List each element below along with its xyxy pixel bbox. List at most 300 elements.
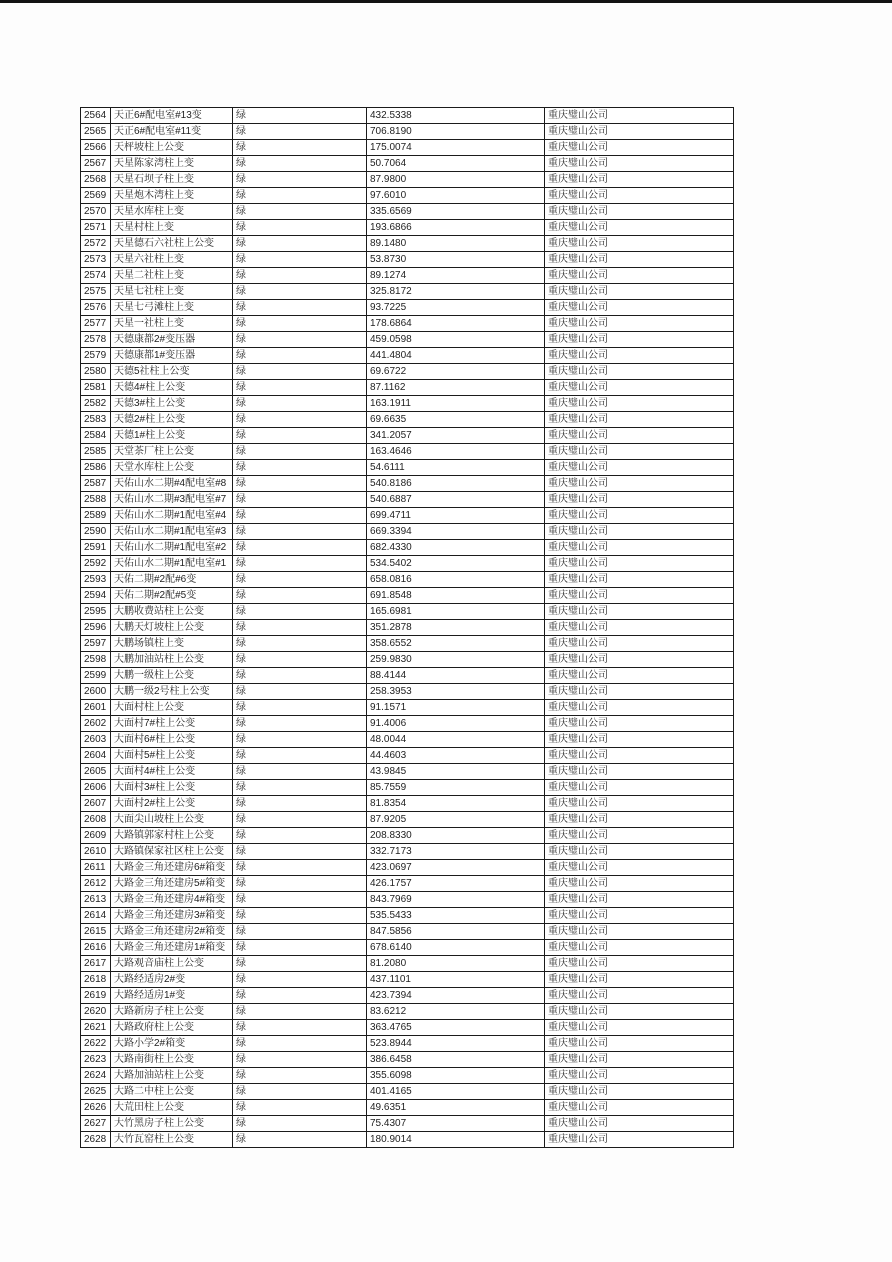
row-number-cell: 2618 bbox=[81, 972, 111, 988]
status-cell: 绿 bbox=[233, 700, 367, 716]
status-cell: 绿 bbox=[233, 572, 367, 588]
company-cell: 重庆璧山公司 bbox=[545, 396, 734, 412]
value-cell: 426.1757 bbox=[367, 876, 545, 892]
value-cell: 332.7173 bbox=[367, 844, 545, 860]
row-number-cell: 2613 bbox=[81, 892, 111, 908]
company-cell: 重庆璧山公司 bbox=[545, 348, 734, 364]
row-number-cell: 2586 bbox=[81, 460, 111, 476]
row-number-cell: 2619 bbox=[81, 988, 111, 1004]
value-cell: 423.7394 bbox=[367, 988, 545, 1004]
row-number-cell: 2614 bbox=[81, 908, 111, 924]
name-cell: 大竹黑房子柱上公变 bbox=[111, 1116, 233, 1132]
row-number-cell: 2615 bbox=[81, 924, 111, 940]
company-cell: 重庆璧山公司 bbox=[545, 716, 734, 732]
table-row bbox=[81, 348, 734, 364]
value-cell: 43.9845 bbox=[367, 764, 545, 780]
row-number-cell: 2605 bbox=[81, 764, 111, 780]
row-number-cell: 2602 bbox=[81, 716, 111, 732]
value-cell: 441.4804 bbox=[367, 348, 545, 364]
row-number-cell: 2592 bbox=[81, 556, 111, 572]
table-row bbox=[81, 652, 734, 668]
value-cell: 91.4006 bbox=[367, 716, 545, 732]
status-cell: 绿 bbox=[233, 860, 367, 876]
value-cell: 178.6864 bbox=[367, 316, 545, 332]
table-row bbox=[81, 764, 734, 780]
name-cell: 天星石坝子柱上变 bbox=[111, 172, 233, 188]
table-row bbox=[81, 508, 734, 524]
company-cell: 重庆璧山公司 bbox=[545, 1084, 734, 1100]
status-cell: 绿 bbox=[233, 556, 367, 572]
value-cell: 163.1911 bbox=[367, 396, 545, 412]
name-cell: 天佑山水二期#1配电室#1 bbox=[111, 556, 233, 572]
table-row bbox=[81, 284, 734, 300]
table-row bbox=[81, 1036, 734, 1052]
value-cell: 535.5433 bbox=[367, 908, 545, 924]
name-cell: 天枰坡柱上公变 bbox=[111, 140, 233, 156]
company-cell: 重庆璧山公司 bbox=[545, 204, 734, 220]
table-row bbox=[81, 1084, 734, 1100]
name-cell: 大路新房子柱上公变 bbox=[111, 1004, 233, 1020]
table-row bbox=[81, 140, 734, 156]
value-cell: 163.4646 bbox=[367, 444, 545, 460]
company-cell: 重庆璧山公司 bbox=[545, 780, 734, 796]
value-cell: 459.0598 bbox=[367, 332, 545, 348]
name-cell: 大路金三角还建房5#箱变 bbox=[111, 876, 233, 892]
company-cell: 重庆璧山公司 bbox=[545, 940, 734, 956]
status-cell: 绿 bbox=[233, 476, 367, 492]
company-cell: 重庆璧山公司 bbox=[545, 684, 734, 700]
value-cell: 437.1101 bbox=[367, 972, 545, 988]
status-cell: 绿 bbox=[233, 668, 367, 684]
name-cell: 大面村2#柱上公变 bbox=[111, 796, 233, 812]
name-cell: 天德康都1#变压器 bbox=[111, 348, 233, 364]
status-cell: 绿 bbox=[233, 460, 367, 476]
company-cell: 重庆璧山公司 bbox=[545, 380, 734, 396]
name-cell: 大面村6#柱上公变 bbox=[111, 732, 233, 748]
name-cell: 天佑山水二期#1配电室#4 bbox=[111, 508, 233, 524]
value-cell: 97.6010 bbox=[367, 188, 545, 204]
company-cell: 重庆璧山公司 bbox=[545, 908, 734, 924]
status-cell: 绿 bbox=[233, 108, 367, 124]
name-cell: 大面村5#柱上公变 bbox=[111, 748, 233, 764]
row-number-cell: 2582 bbox=[81, 396, 111, 412]
table-body bbox=[81, 108, 734, 1148]
status-cell: 绿 bbox=[233, 1084, 367, 1100]
name-cell: 天星六社柱上变 bbox=[111, 252, 233, 268]
company-cell: 重庆璧山公司 bbox=[545, 300, 734, 316]
status-cell: 绿 bbox=[233, 604, 367, 620]
status-cell: 绿 bbox=[233, 444, 367, 460]
status-cell: 绿 bbox=[233, 828, 367, 844]
name-cell: 大路观音庙柱上公变 bbox=[111, 956, 233, 972]
status-cell: 绿 bbox=[233, 540, 367, 556]
row-number-cell: 2620 bbox=[81, 1004, 111, 1020]
name-cell: 天星村柱上变 bbox=[111, 220, 233, 236]
value-cell: 93.7225 bbox=[367, 300, 545, 316]
value-cell: 401.4165 bbox=[367, 1084, 545, 1100]
value-cell: 87.1162 bbox=[367, 380, 545, 396]
company-cell: 重庆璧山公司 bbox=[545, 220, 734, 236]
value-cell: 658.0816 bbox=[367, 572, 545, 588]
status-cell: 绿 bbox=[233, 1116, 367, 1132]
status-cell: 绿 bbox=[233, 876, 367, 892]
name-cell: 天德1#柱上公变 bbox=[111, 428, 233, 444]
table-row bbox=[81, 1132, 734, 1148]
company-cell: 重庆璧山公司 bbox=[545, 284, 734, 300]
value-cell: 193.6866 bbox=[367, 220, 545, 236]
row-number-cell: 2593 bbox=[81, 572, 111, 588]
name-cell: 天堂水库柱上公变 bbox=[111, 460, 233, 476]
status-cell: 绿 bbox=[233, 972, 367, 988]
company-cell: 重庆璧山公司 bbox=[545, 268, 734, 284]
row-number-cell: 2599 bbox=[81, 668, 111, 684]
status-cell: 绿 bbox=[233, 684, 367, 700]
status-cell: 绿 bbox=[233, 636, 367, 652]
row-number-cell: 2581 bbox=[81, 380, 111, 396]
name-cell: 天星七社柱上变 bbox=[111, 284, 233, 300]
value-cell: 341.2057 bbox=[367, 428, 545, 444]
status-cell: 绿 bbox=[233, 348, 367, 364]
row-number-cell: 2568 bbox=[81, 172, 111, 188]
company-cell: 重庆璧山公司 bbox=[545, 1100, 734, 1116]
value-cell: 355.6098 bbox=[367, 1068, 545, 1084]
company-cell: 重庆璧山公司 bbox=[545, 524, 734, 540]
name-cell: 大路金三角还建房4#箱变 bbox=[111, 892, 233, 908]
table-row bbox=[81, 412, 734, 428]
row-number-cell: 2594 bbox=[81, 588, 111, 604]
status-cell: 绿 bbox=[233, 364, 367, 380]
status-cell: 绿 bbox=[233, 412, 367, 428]
name-cell: 大面村柱上公变 bbox=[111, 700, 233, 716]
company-cell: 重庆璧山公司 bbox=[545, 556, 734, 572]
name-cell: 天德2#柱上公变 bbox=[111, 412, 233, 428]
status-cell: 绿 bbox=[233, 716, 367, 732]
value-cell: 54.6111 bbox=[367, 460, 545, 476]
value-cell: 53.8730 bbox=[367, 252, 545, 268]
name-cell: 大面村4#柱上公变 bbox=[111, 764, 233, 780]
table-row bbox=[81, 828, 734, 844]
company-cell: 重庆璧山公司 bbox=[545, 364, 734, 380]
name-cell: 大路加油站柱上公变 bbox=[111, 1068, 233, 1084]
value-cell: 85.7559 bbox=[367, 780, 545, 796]
status-cell: 绿 bbox=[233, 156, 367, 172]
company-cell: 重庆璧山公司 bbox=[545, 188, 734, 204]
value-cell: 259.9830 bbox=[367, 652, 545, 668]
table-row bbox=[81, 620, 734, 636]
value-cell: 50.7064 bbox=[367, 156, 545, 172]
table-row bbox=[81, 124, 734, 140]
table-row bbox=[81, 716, 734, 732]
company-cell: 重庆璧山公司 bbox=[545, 748, 734, 764]
company-cell: 重庆璧山公司 bbox=[545, 796, 734, 812]
row-number-cell: 2611 bbox=[81, 860, 111, 876]
row-number-cell: 2572 bbox=[81, 236, 111, 252]
table-row bbox=[81, 780, 734, 796]
status-cell: 绿 bbox=[233, 236, 367, 252]
table-row bbox=[81, 1068, 734, 1084]
status-cell: 绿 bbox=[233, 1020, 367, 1036]
status-cell: 绿 bbox=[233, 508, 367, 524]
status-cell: 绿 bbox=[233, 956, 367, 972]
status-cell: 绿 bbox=[233, 492, 367, 508]
table-row bbox=[81, 668, 734, 684]
company-cell: 重庆璧山公司 bbox=[545, 956, 734, 972]
name-cell: 天星陈家湾柱上变 bbox=[111, 156, 233, 172]
table-row bbox=[81, 748, 734, 764]
row-number-cell: 2616 bbox=[81, 940, 111, 956]
table-row bbox=[81, 1020, 734, 1036]
row-number-cell: 2569 bbox=[81, 188, 111, 204]
name-cell: 天星水库柱上变 bbox=[111, 204, 233, 220]
value-cell: 540.8186 bbox=[367, 476, 545, 492]
value-cell: 69.6635 bbox=[367, 412, 545, 428]
company-cell: 重庆璧山公司 bbox=[545, 1004, 734, 1020]
name-cell: 大面村3#柱上公变 bbox=[111, 780, 233, 796]
table-row bbox=[81, 908, 734, 924]
table-row bbox=[81, 1100, 734, 1116]
name-cell: 天星二社柱上变 bbox=[111, 268, 233, 284]
row-number-cell: 2579 bbox=[81, 348, 111, 364]
table-row bbox=[81, 108, 734, 124]
name-cell: 大鹏天灯坡柱上公变 bbox=[111, 620, 233, 636]
company-cell: 重庆璧山公司 bbox=[545, 828, 734, 844]
value-cell: 87.9205 bbox=[367, 812, 545, 828]
status-cell: 绿 bbox=[233, 188, 367, 204]
value-cell: 325.8172 bbox=[367, 284, 545, 300]
name-cell: 天德3#柱上公变 bbox=[111, 396, 233, 412]
value-cell: 423.0697 bbox=[367, 860, 545, 876]
row-number-cell: 2585 bbox=[81, 444, 111, 460]
row-number-cell: 2573 bbox=[81, 252, 111, 268]
value-cell: 81.2080 bbox=[367, 956, 545, 972]
value-cell: 386.6458 bbox=[367, 1052, 545, 1068]
company-cell: 重庆璧山公司 bbox=[545, 444, 734, 460]
status-cell: 绿 bbox=[233, 1052, 367, 1068]
company-cell: 重庆璧山公司 bbox=[545, 812, 734, 828]
value-cell: 335.6569 bbox=[367, 204, 545, 220]
company-cell: 重庆璧山公司 bbox=[545, 1068, 734, 1084]
table-row bbox=[81, 380, 734, 396]
company-cell: 重庆璧山公司 bbox=[545, 572, 734, 588]
row-number-cell: 2622 bbox=[81, 1036, 111, 1052]
company-cell: 重庆璧山公司 bbox=[545, 1036, 734, 1052]
status-cell: 绿 bbox=[233, 940, 367, 956]
status-cell: 绿 bbox=[233, 300, 367, 316]
status-cell: 绿 bbox=[233, 812, 367, 828]
status-cell: 绿 bbox=[233, 524, 367, 540]
name-cell: 大面村7#柱上公变 bbox=[111, 716, 233, 732]
transformer-data-table bbox=[80, 107, 734, 1148]
status-cell: 绿 bbox=[233, 1036, 367, 1052]
company-cell: 重庆璧山公司 bbox=[545, 252, 734, 268]
company-cell: 重庆璧山公司 bbox=[545, 460, 734, 476]
table-row bbox=[81, 1052, 734, 1068]
status-cell: 绿 bbox=[233, 620, 367, 636]
name-cell: 天佑山水二期#1配电室#2 bbox=[111, 540, 233, 556]
status-cell: 绿 bbox=[233, 332, 367, 348]
table-row bbox=[81, 940, 734, 956]
row-number-cell: 2603 bbox=[81, 732, 111, 748]
row-number-cell: 2628 bbox=[81, 1132, 111, 1148]
row-number-cell: 2607 bbox=[81, 796, 111, 812]
status-cell: 绿 bbox=[233, 1068, 367, 1084]
value-cell: 75.4307 bbox=[367, 1116, 545, 1132]
status-cell: 绿 bbox=[233, 140, 367, 156]
company-cell: 重庆璧山公司 bbox=[545, 652, 734, 668]
value-cell: 678.6140 bbox=[367, 940, 545, 956]
row-number-cell: 2617 bbox=[81, 956, 111, 972]
value-cell: 44.4603 bbox=[367, 748, 545, 764]
value-cell: 669.3394 bbox=[367, 524, 545, 540]
table-row bbox=[81, 444, 734, 460]
row-number-cell: 2566 bbox=[81, 140, 111, 156]
status-cell: 绿 bbox=[233, 268, 367, 284]
value-cell: 847.5856 bbox=[367, 924, 545, 940]
row-number-cell: 2577 bbox=[81, 316, 111, 332]
row-number-cell: 2580 bbox=[81, 364, 111, 380]
table-row bbox=[81, 316, 734, 332]
table-row bbox=[81, 540, 734, 556]
value-cell: 534.5402 bbox=[367, 556, 545, 572]
name-cell: 大鹏加油站柱上公变 bbox=[111, 652, 233, 668]
status-cell: 绿 bbox=[233, 764, 367, 780]
company-cell: 重庆璧山公司 bbox=[545, 1052, 734, 1068]
company-cell: 重庆璧山公司 bbox=[545, 1116, 734, 1132]
table-row bbox=[81, 988, 734, 1004]
table-row bbox=[81, 844, 734, 860]
status-cell: 绿 bbox=[233, 908, 367, 924]
table-row bbox=[81, 268, 734, 284]
company-cell: 重庆璧山公司 bbox=[545, 476, 734, 492]
row-number-cell: 2567 bbox=[81, 156, 111, 172]
row-number-cell: 2600 bbox=[81, 684, 111, 700]
table-row bbox=[81, 220, 734, 236]
value-cell: 208.8330 bbox=[367, 828, 545, 844]
table-row bbox=[81, 860, 734, 876]
table-row bbox=[81, 1116, 734, 1132]
company-cell: 重庆璧山公司 bbox=[545, 668, 734, 684]
table-row bbox=[81, 156, 734, 172]
company-cell: 重庆璧山公司 bbox=[545, 236, 734, 252]
row-number-cell: 2626 bbox=[81, 1100, 111, 1116]
table-row bbox=[81, 700, 734, 716]
status-cell: 绿 bbox=[233, 892, 367, 908]
name-cell: 天佑二期#2配#6变 bbox=[111, 572, 233, 588]
value-cell: 49.6351 bbox=[367, 1100, 545, 1116]
table-row bbox=[81, 396, 734, 412]
table-row bbox=[81, 876, 734, 892]
status-cell: 绿 bbox=[233, 252, 367, 268]
name-cell: 大路金三角还建房3#箱变 bbox=[111, 908, 233, 924]
page-top-border bbox=[0, 0, 892, 3]
value-cell: 89.1480 bbox=[367, 236, 545, 252]
row-number-cell: 2564 bbox=[81, 108, 111, 124]
status-cell: 绿 bbox=[233, 796, 367, 812]
value-cell: 91.1571 bbox=[367, 700, 545, 716]
status-cell: 绿 bbox=[233, 1132, 367, 1148]
table-row bbox=[81, 636, 734, 652]
value-cell: 363.4765 bbox=[367, 1020, 545, 1036]
table-row bbox=[81, 972, 734, 988]
value-cell: 432.5338 bbox=[367, 108, 545, 124]
name-cell: 大路经适房2#变 bbox=[111, 972, 233, 988]
status-cell: 绿 bbox=[233, 588, 367, 604]
company-cell: 重庆璧山公司 bbox=[545, 588, 734, 604]
status-cell: 绿 bbox=[233, 284, 367, 300]
name-cell: 大路二中柱上公变 bbox=[111, 1084, 233, 1100]
value-cell: 358.6552 bbox=[367, 636, 545, 652]
row-number-cell: 2589 bbox=[81, 508, 111, 524]
table-row bbox=[81, 956, 734, 972]
table-row bbox=[81, 188, 734, 204]
table-row bbox=[81, 556, 734, 572]
status-cell: 绿 bbox=[233, 380, 367, 396]
table-row bbox=[81, 812, 734, 828]
table-row bbox=[81, 204, 734, 220]
table-row bbox=[81, 524, 734, 540]
name-cell: 天佑山水二期#3配电室#7 bbox=[111, 492, 233, 508]
row-number-cell: 2609 bbox=[81, 828, 111, 844]
name-cell: 大路金三角还建房2#箱变 bbox=[111, 924, 233, 940]
company-cell: 重庆璧山公司 bbox=[545, 316, 734, 332]
status-cell: 绿 bbox=[233, 204, 367, 220]
row-number-cell: 2570 bbox=[81, 204, 111, 220]
row-number-cell: 2601 bbox=[81, 700, 111, 716]
company-cell: 重庆璧山公司 bbox=[545, 844, 734, 860]
company-cell: 重庆璧山公司 bbox=[545, 492, 734, 508]
row-number-cell: 2574 bbox=[81, 268, 111, 284]
name-cell: 大路经适房1#变 bbox=[111, 988, 233, 1004]
table-row bbox=[81, 732, 734, 748]
name-cell: 大面尖山坡柱上公变 bbox=[111, 812, 233, 828]
table-row bbox=[81, 460, 734, 476]
name-cell: 天佑二期#2配#5变 bbox=[111, 588, 233, 604]
company-cell: 重庆璧山公司 bbox=[545, 124, 734, 140]
name-cell: 天堂茶厂柱上公变 bbox=[111, 444, 233, 460]
name-cell: 天佑山水二期#4配电室#8 bbox=[111, 476, 233, 492]
value-cell: 682.4330 bbox=[367, 540, 545, 556]
company-cell: 重庆璧山公司 bbox=[545, 636, 734, 652]
row-number-cell: 2604 bbox=[81, 748, 111, 764]
row-number-cell: 2624 bbox=[81, 1068, 111, 1084]
value-cell: 69.6722 bbox=[367, 364, 545, 380]
name-cell: 大鹏收费站柱上公变 bbox=[111, 604, 233, 620]
status-cell: 绿 bbox=[233, 316, 367, 332]
row-number-cell: 2598 bbox=[81, 652, 111, 668]
table-row bbox=[81, 796, 734, 812]
name-cell: 大鹏场镇柱上变 bbox=[111, 636, 233, 652]
status-cell: 绿 bbox=[233, 988, 367, 1004]
status-cell: 绿 bbox=[233, 124, 367, 140]
company-cell: 重庆璧山公司 bbox=[545, 876, 734, 892]
table-row bbox=[81, 252, 734, 268]
row-number-cell: 2627 bbox=[81, 1116, 111, 1132]
row-number-cell: 2578 bbox=[81, 332, 111, 348]
name-cell: 大荒田柱上公变 bbox=[111, 1100, 233, 1116]
table-row bbox=[81, 172, 734, 188]
value-cell: 81.8354 bbox=[367, 796, 545, 812]
status-cell: 绿 bbox=[233, 396, 367, 412]
row-number-cell: 2623 bbox=[81, 1052, 111, 1068]
table-row bbox=[81, 300, 734, 316]
row-number-cell: 2597 bbox=[81, 636, 111, 652]
company-cell: 重庆璧山公司 bbox=[545, 1132, 734, 1148]
name-cell: 大鹏一级柱上公变 bbox=[111, 668, 233, 684]
company-cell: 重庆璧山公司 bbox=[545, 732, 734, 748]
value-cell: 523.8944 bbox=[367, 1036, 545, 1052]
company-cell: 重庆璧山公司 bbox=[545, 412, 734, 428]
table-row bbox=[81, 892, 734, 908]
